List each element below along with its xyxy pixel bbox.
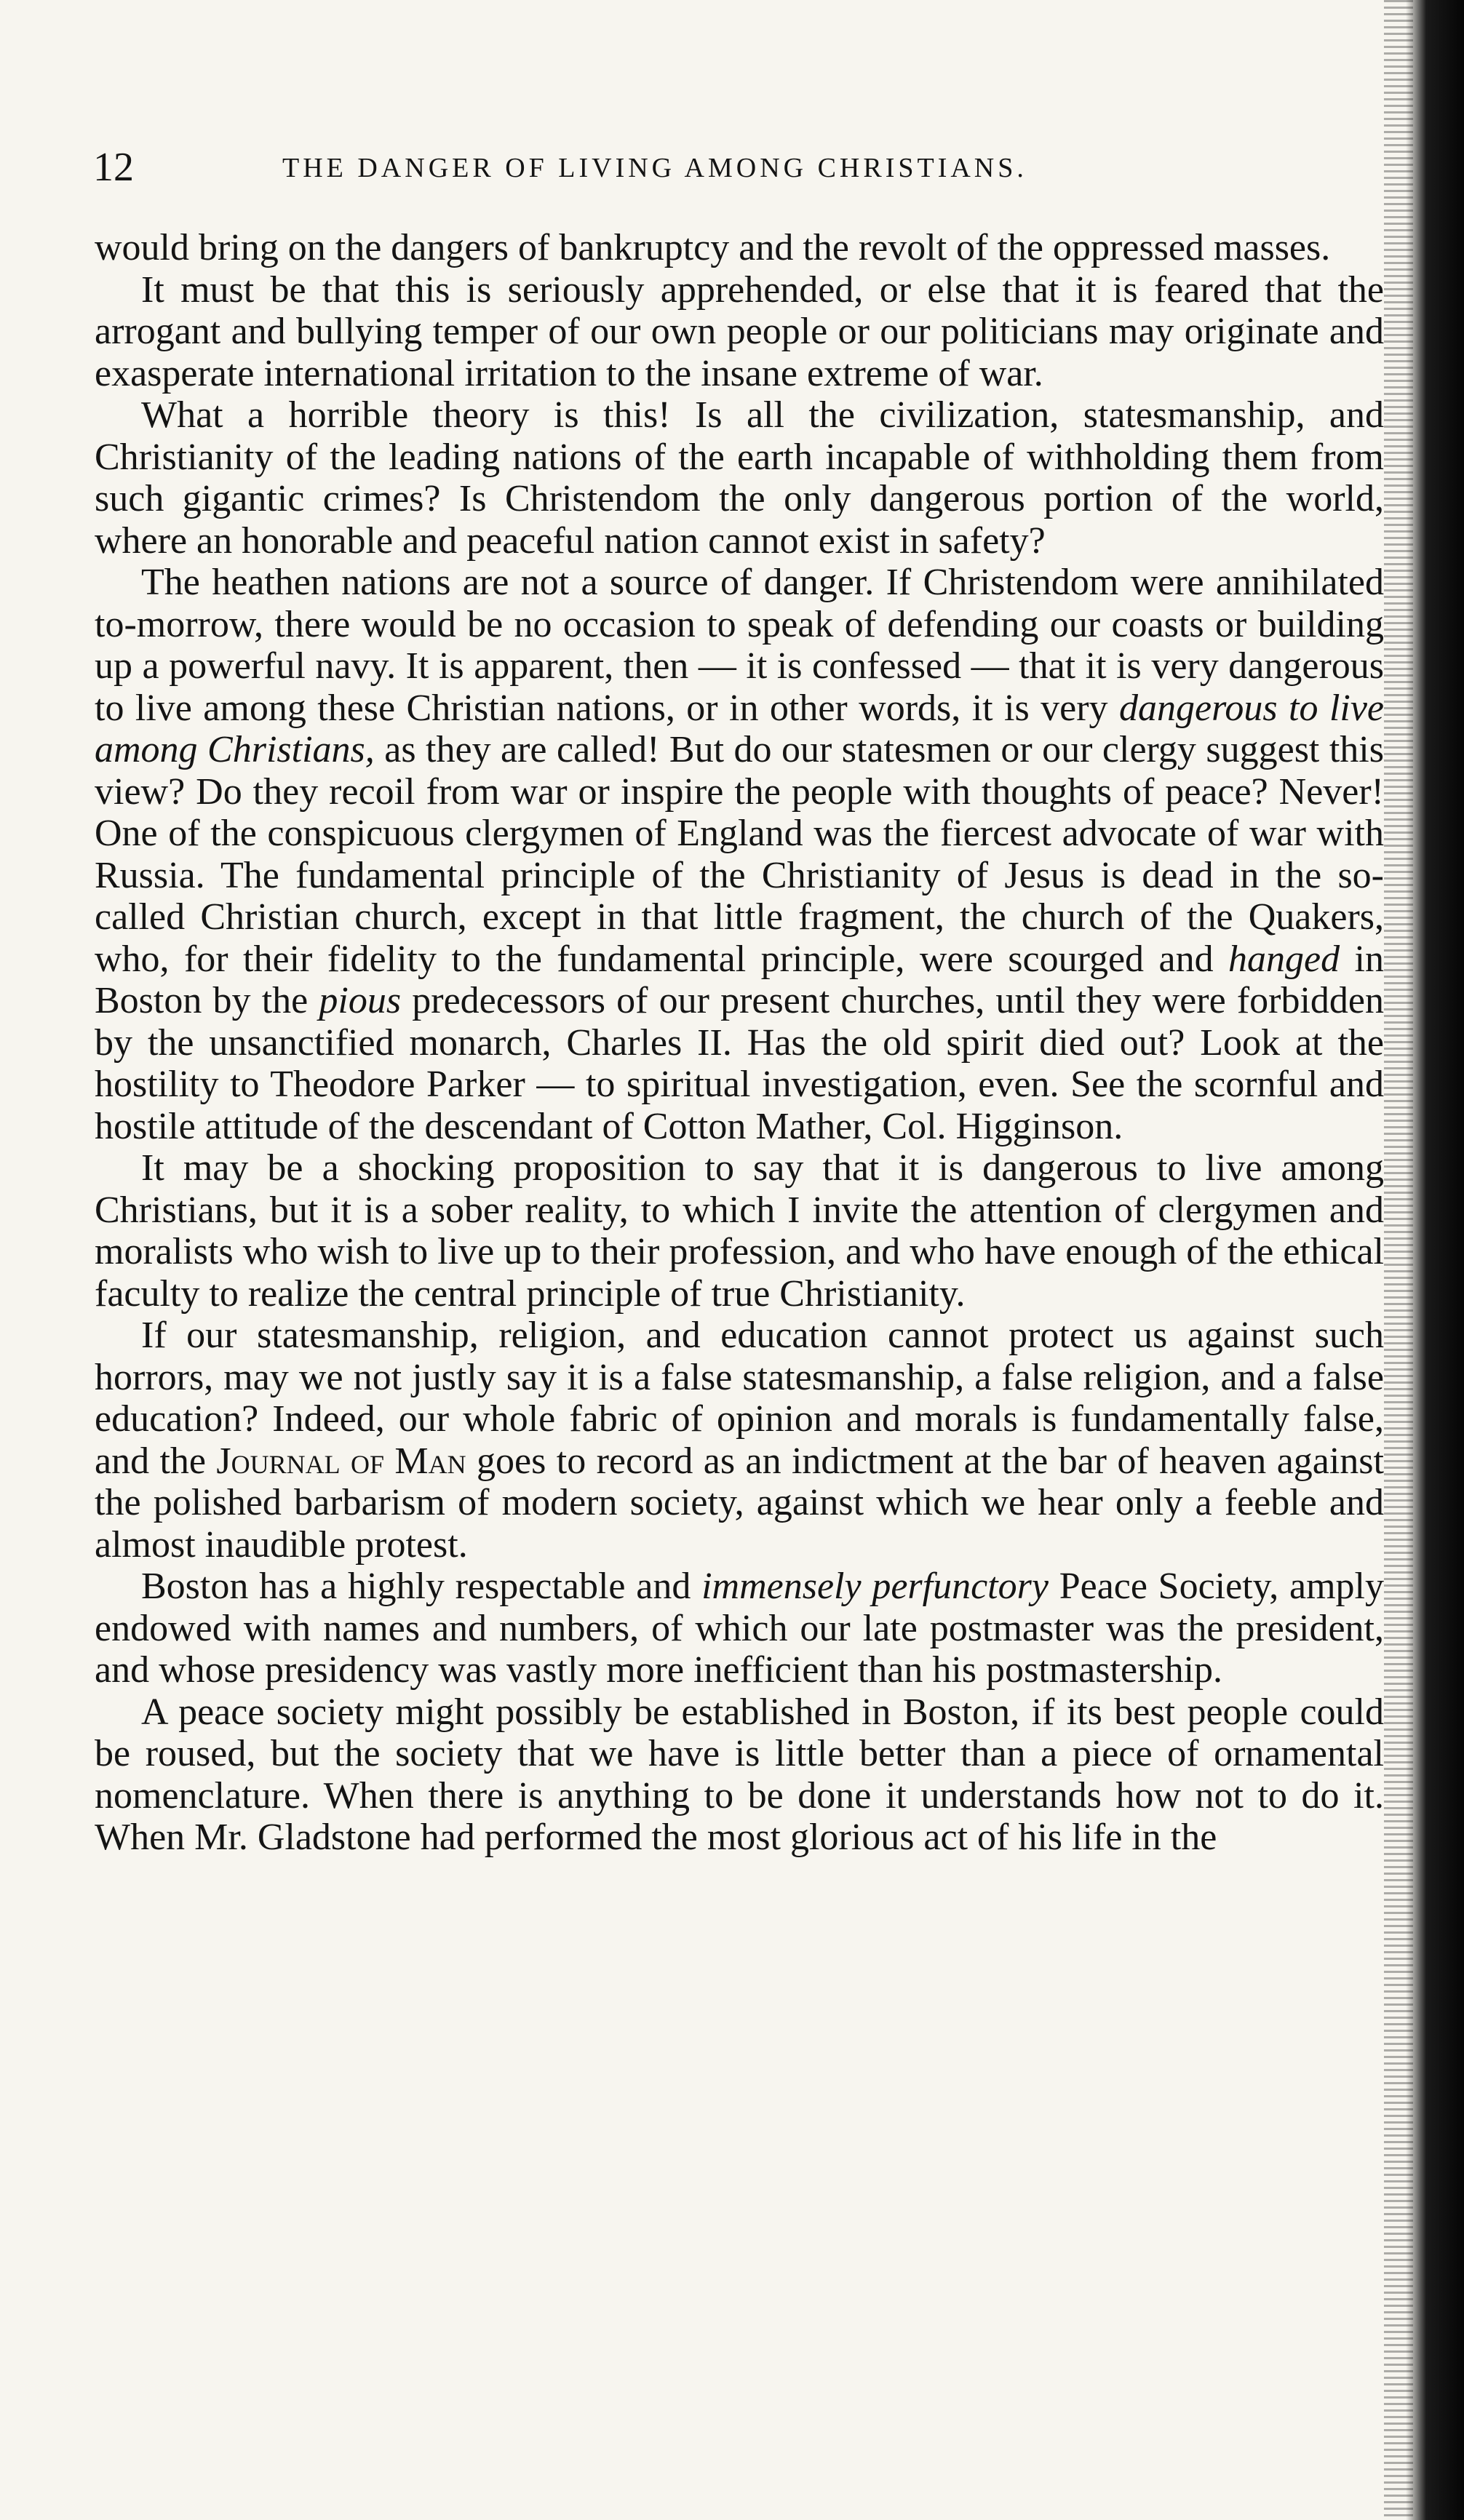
paragraph-3 — [95, 394, 1384, 562]
binding-edge — [1406, 0, 1464, 2520]
paragraph-5 — [95, 1147, 1384, 1315]
body-text — [95, 227, 1384, 1859]
text-run: If our statesmanship, religion, and education cannot protect us against such horrors, may we not justly say it is a false statesmanship, a false religion, and a false education? Indeed, our whole fabric of opinion and morals is fundamentally false, and the — [95, 1315, 1384, 1482]
text-run: It must be that this is seriously apprehended, or else that it is feared that the arrogant and bullying temper of our own people or our politicians may originate and exasperate international irritation to the insane extreme of war. — [95, 268, 1384, 394]
page-number: 12 — [93, 145, 134, 190]
text-run: A peace society might possibly be established in Boston, if its best people could be roused, but the society that we have is little better than a piece of ornamental nomenclature. When there is anything to be done it understands how not to do it. When Mr. Gladstone had performed the most glorious act of his life in the — [95, 1691, 1384, 1858]
text-run: It may be a shocking proposition to say that it is dangerous to live among Christians, but it is a sober reality, to which I invite the attention of clergymen and moralists who wish to live up to their profession, and who have enough of the ethical faculty to realize the central principle of true Christianity. — [95, 1147, 1384, 1315]
paragraph-7 — [95, 1566, 1384, 1691]
text-run: would bring on the dangers of bankruptcy and the revolt of the oppressed masses. — [95, 227, 1331, 268]
text-run: Peace Society, amply endowed with names and numbers, of which our late postmaster was the president, and whose presidency was vastly more inefficient than his postmastership. — [95, 1566, 1384, 1691]
paragraph-1 — [95, 227, 1384, 269]
paragraph-4 — [95, 562, 1384, 1147]
italic-phrase: pious — [319, 980, 402, 1021]
paragraph-6 — [95, 1315, 1384, 1566]
italic-phrase: dangerous to live among Christians, — [95, 687, 1384, 770]
italic-phrase: immensely perfunctory — [701, 1566, 1049, 1607]
paragraph-2 — [95, 269, 1384, 395]
paragraph-8 — [95, 1691, 1384, 1859]
small-caps-title: Journal of Man — [216, 1440, 466, 1482]
text-run: Boston has a highly respectable and — [141, 1566, 702, 1607]
italic-phrase: hanged — [1228, 938, 1340, 980]
page-header — [93, 142, 1388, 193]
text-run: as they are called! But do our statesmen or our clergy suggest this view? Do they recoil from war or inspire the people with thoughts of peace? Never! One of the conspicuous clergymen of England was the fiercest advocate of war with Russia. The fundamental principle of the Christianity of Jesus is dead in the so-called Christian church, except in that little fragment, the church of the Quakers, who, for their fidelity to the fundamental principle, were scourged and — [95, 729, 1384, 980]
running-head: THE DANGER OF LIVING AMONG CHRISTIANS. — [282, 153, 1027, 183]
text-run: in Boston by the — [95, 938, 1384, 1021]
text-run: The heathen nations are not a source of danger. If Christendom were annihilated to-morrow, there would be no occasion to speak of defending our coasts or building up a powerful navy. It is apparent, then — it is confessed — that it is very dangerous to live among these Christian nations, or in other words, it is very — [95, 562, 1384, 729]
text-run: goes to record as an indictment at the bar of heaven against the polished barbarism of modern society, against which we hear only a feeble and almost inaudible protest. — [95, 1440, 1384, 1566]
text-run: What a horrible theory is this! Is all the civilization, statesmanship, and Christianity of the leading nations of the earth incapable of withholding them from such gigantic crimes? Is Christendom the only dangerous portion of the world, where an honorable and peaceful nation cannot exist in safety? — [95, 394, 1384, 562]
text-run: predecessors of our present churches, until they were forbidden by the unsanctified monarch, Charles II. Has the old spirit died out? Look at the hostility to Theodore Parker — to spiritual investigation, even. See the scornful and hostile attitude of the descendant of Cotton Mather, Col. Higginson. — [95, 980, 1384, 1147]
